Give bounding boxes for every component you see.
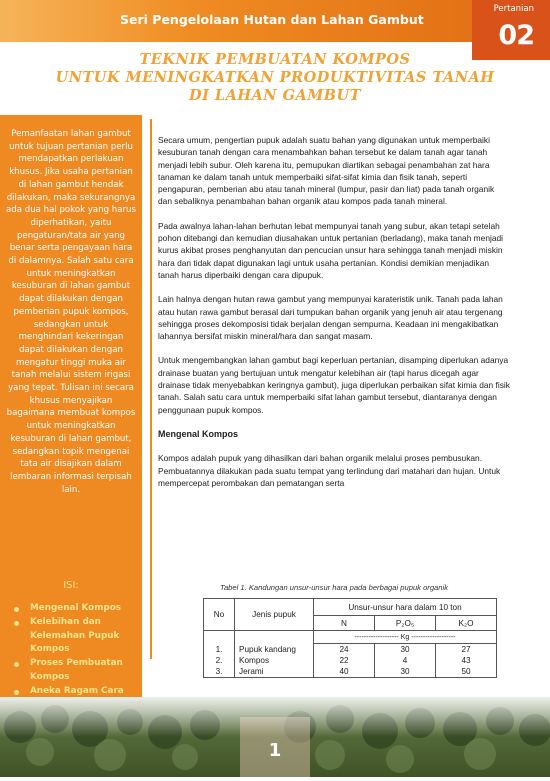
series-title: Seri Pengelolaan Hutan dan Lahan Gambut [120, 12, 424, 27]
paragraph: Lain halnya dengan hutan rawa gambut yang mempunyai karateristik unik. Tanah pada lahan atau hutan rawa gambut berasal dari tumpukan bahan organik yang jenuh air atau tergenang sehingga proses dekomposisi tidak berjalan dengan sempurna. Keadaan ini mengakibatkan lahannya bersifat miskin mineral/hara dan sangat masam. [158, 294, 503, 342]
column-header-jenis: Jenis pupuk [235, 599, 314, 631]
title-line-2: UNTUK MENINGKATKAN PRODUKTIVITAS TANAH [55, 69, 495, 86]
toc-item[interactable] [14, 602, 142, 616]
table-cell: 27 [436, 644, 497, 655]
paragraph: Pada awalnya lahan-lahan berhutan lebat mempunyai tanah yang subur, akan tetapi setelah pohon ditebangi dan kemudian diusahakan untuk pertanian (berladang), maka tanah menjadi kurus akibat proses penghanyutan dan pencucian unsur hara sehingga tanah menjadi miskin hara dan tidak dapat digunakan lagi untuk usaha pertanian. Kondisi demikian menjadikan tanah harus diperbaiki dengan cara dipupuk. [158, 220, 504, 280]
table-cell [204, 631, 235, 644]
bullet-icon [14, 690, 19, 695]
table-caption: Tabel 1. Kandungan unsur-unsur hara pada berbagai pupuk organik [220, 583, 448, 592]
table-cell: Kompos [235, 655, 314, 666]
column-group-header: Unsur-unsur hara dalam 10 ton [314, 599, 497, 616]
table-cell: 3. [204, 666, 235, 678]
column-divider [150, 119, 152, 659]
bullet-icon [14, 607, 19, 612]
toc-item-label: Proses Pembuatan Kompos [30, 658, 123, 682]
paragraph: Untuk mengembangkan lahan gambut bagi keperluan pertanian, disamping diperlukan adanya drainase buatan yang bertujuan untuk mengatur kelebihan air (tapi harus dicegah agar drainase tidak menyebabkan keringnya gambut), juga diperlukan perbaikan sifat kimia dan fisik tanah. Salah satu cara untuk memperbaiki sifat lahan gambut tersebut, diantaranya dengan penggunaan pupuk kompos. [158, 355, 510, 415]
table-cell: 50 [436, 666, 497, 678]
toc-item-label: Kelebihan dan Kelemahan Pupuk Kompos [30, 616, 120, 655]
table-cell: 30 [375, 666, 436, 678]
table-cell: 30 [375, 644, 436, 655]
table-cell: 1. [204, 644, 235, 655]
table-cell: 2. [204, 655, 235, 666]
table-cell: 43 [436, 655, 497, 666]
title-line-3: DI LAHAN GAMBUT [189, 87, 361, 104]
table-cell: 24 [314, 644, 375, 655]
table-cell [235, 631, 314, 644]
bullet-icon [14, 621, 19, 626]
table-cell: 40 [314, 666, 375, 678]
paragraph: Secara umum, pengertian pupuk adalah suatu bahan yang digunakan untuk memperbaiki kesuburan tanah dengan cara menambahkan bahan tersebut ke dalam tanah agar tanah menjadi lebih subur. Oleh karena itu, pemupukan diartikan sebagai penambahan zat hara tanaman ke dalam tanah untuk memperbaiki sifat-sifat kimia dan fisik tanah, seperti pengapuran, pemberian abu atau tanah mineral (lumpur, pasir dan liat) pada tanah organik dan sebaliknya penambahan bahan organik atau kompos pada tanah mineral. [158, 135, 495, 207]
toc-heading: ISI: [63, 580, 79, 591]
toc-item-label: Aneka Ragam Cara [30, 685, 124, 696]
paragraph: Kompos adalah pupuk yang dihasilkan dari bahan organik melalui proses pembusukan. Pembuatannya dilakukan pada suatu tempat yang terlindung dari matahari dan hujan. Untuk mempercepat perombakan dan pematangan serta [158, 453, 501, 488]
subheader-n: N [314, 616, 375, 631]
table-cell: Pupuk kandang [235, 644, 314, 655]
issue-number: 02 [498, 20, 534, 51]
nutrient-table [203, 598, 497, 678]
sidebar-intro: Pemanfaatan lahan gambut untuk tujuan pertanian perlu mendapatkan perlakuan khusus. Jika usaha pertanian di lahan gambut hendak dilakukan, maka sekurangnya ada dua hal pokok yang harus diperhatikan, yaitu pengaturan/tata air yang benar serta pengayaan hara di dalamnya. Salah satu cara untuk meningkatkan kesuburan di lahan gambut dapat dilakukan dengan pemberian pupuk kompos, sedangkan untuk menghindari kekeringan dapat dilakukan dengan mengatur tinggi muka air tanah melalui sistem irigasi yang tepat. Tulisan ini secara khusus menyajikan bagaimana membuat kompos untuk meningkatkan kesuburan di lahan gambut, sedangkan topik mengenai tata air disajikan dalam lembaran informasi terpisah lain. [6, 129, 136, 495]
column-header-no: No [204, 599, 235, 631]
page-number: 1 [268, 740, 282, 761]
table-of-contents [14, 602, 142, 712]
table-cell: Jerami [235, 666, 314, 678]
toc-item[interactable] [14, 616, 142, 657]
toc-item[interactable] [14, 657, 142, 685]
table-cell: 4 [375, 655, 436, 666]
section-heading: Mengenal Kompos [158, 428, 239, 439]
unit-row: ------------------- Kg ------------------- [314, 631, 497, 644]
bullet-icon [14, 662, 19, 667]
category-label: Pertanian [493, 4, 534, 14]
table-cell: 22 [314, 655, 375, 666]
subheader-p: P₂O₅ [375, 616, 436, 631]
toc-item-label: Mengenal Kompos [30, 603, 121, 613]
main-text [158, 134, 510, 501]
photo-fade [0, 697, 550, 737]
title-line-1: TEKNIK PEMBUATAN KOMPOS [139, 51, 411, 68]
subheader-k: K₂O [436, 616, 497, 631]
